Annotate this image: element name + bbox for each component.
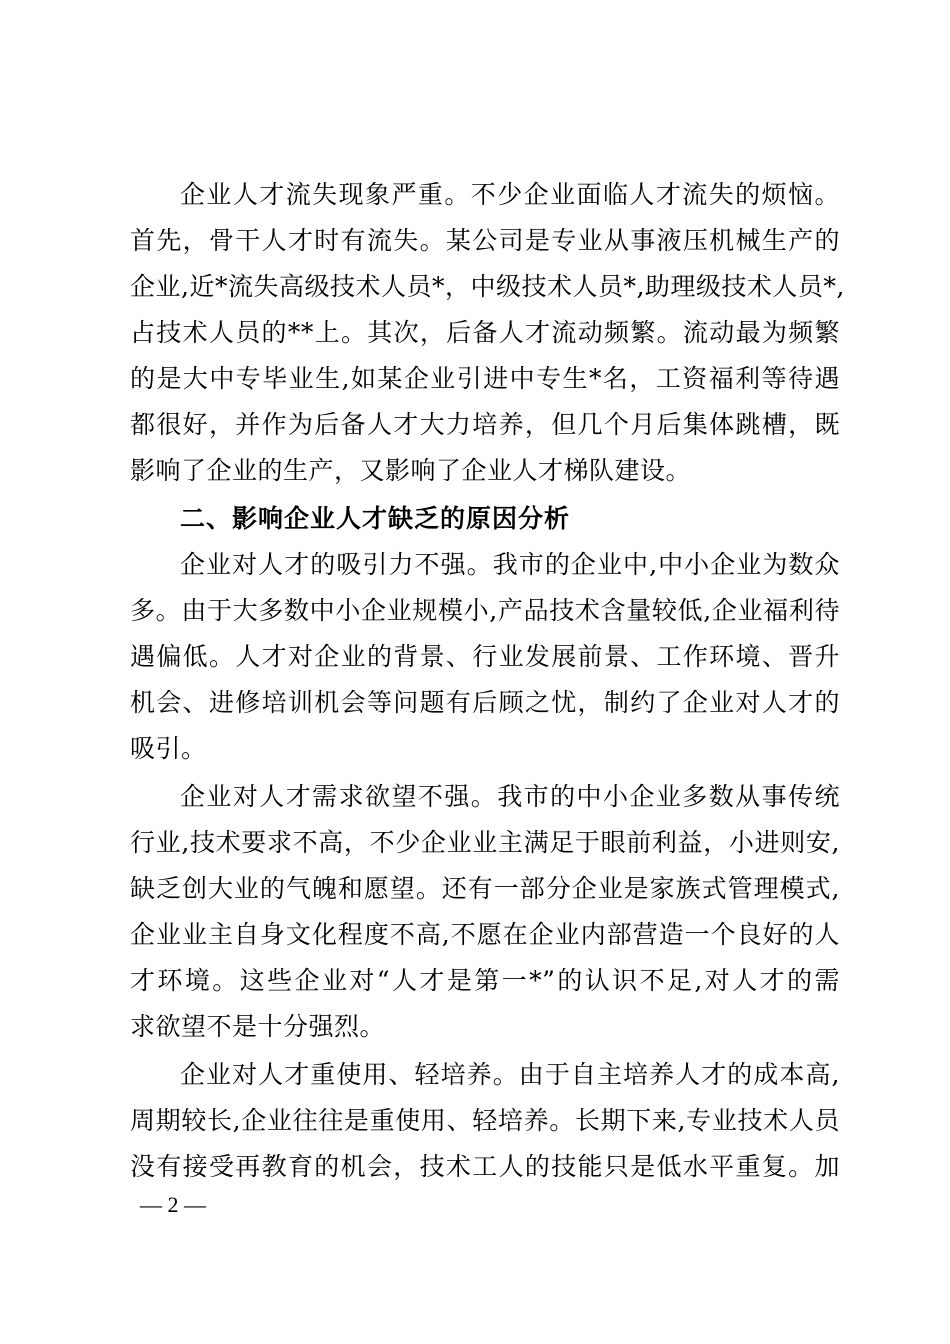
- paragraph-line: 首先，骨干人才时有流失。某公司是专业从事液压机械生产的: [130, 226, 840, 255]
- paragraph-line: 企业人才流失现象严重。不少企业面临人才流失的烦恼。: [180, 180, 840, 209]
- paragraph-line: 吸引。: [130, 734, 207, 763]
- paragraph-line: 企业,近*流失高级技术人员*，中级技术人员*,助理级技术人员*,: [130, 272, 845, 301]
- paragraph-line: 没有接受再教育的机会，技术工人的技能只是低水平重复。加: [130, 1152, 840, 1181]
- paragraph-line: 影响了企业的生产，又影响了企业人才梯队建设。: [130, 456, 692, 485]
- paragraph-line: 行业,技术要求不高，不少企业业主满足于眼前利益，小进则安,: [130, 828, 840, 857]
- paragraph-line: 缺乏创大业的气魄和愿望。还有一部分企业是家族式管理模式,: [130, 874, 840, 903]
- paragraph-line: 遇偏低。人才对企业的背景、行业发展前景、工作环境、晋升: [130, 642, 840, 671]
- paragraph-line: 周期较长,企业往往是重使用、轻培养。长期下来,专业技术人员: [130, 1106, 840, 1135]
- paragraph-line: 的是大中专毕业生,如某企业引进中专生*名，工资福利等待遇: [130, 364, 840, 393]
- paragraph-line: 求欲望不是十分强烈。: [130, 1012, 386, 1041]
- paragraph-line: 机会、进修培训机会等问题有后顾之忧，制约了企业对人才的: [130, 688, 840, 717]
- page-number: — 2 —: [140, 1192, 206, 1217]
- paragraph-line: 才环境。这些企业对“人才是第一*”的认识不足,对人才的需: [130, 966, 840, 995]
- paragraph-line: 企业对人才重使用、轻培养。由于自主培养人才的成本高,: [180, 1060, 840, 1089]
- paragraph-line: 企业对人才的吸引力不强。我市的企业中,中小企业为数众: [180, 550, 840, 579]
- paragraph-line: 都很好，并作为后备人才大力培养，但几个月后集体跳槽，既: [130, 410, 840, 439]
- paragraph-line: 多。由于大多数中小企业规模小,产品技术含量较低,企业福利待: [130, 596, 840, 625]
- paragraph-line: 企业对人才需求欲望不强。我市的中小企业多数从事传统: [180, 782, 840, 811]
- paragraph-line: 占技术人员的**上。其次，后备人才流动频繁。流动最为频繁: [130, 318, 840, 347]
- paragraph-line: 企业业主自身文化程度不高,不愿在企业内部营造一个良好的人: [130, 920, 840, 949]
- section-heading: 二、影响企业人才缺乏的原因分析: [180, 504, 571, 533]
